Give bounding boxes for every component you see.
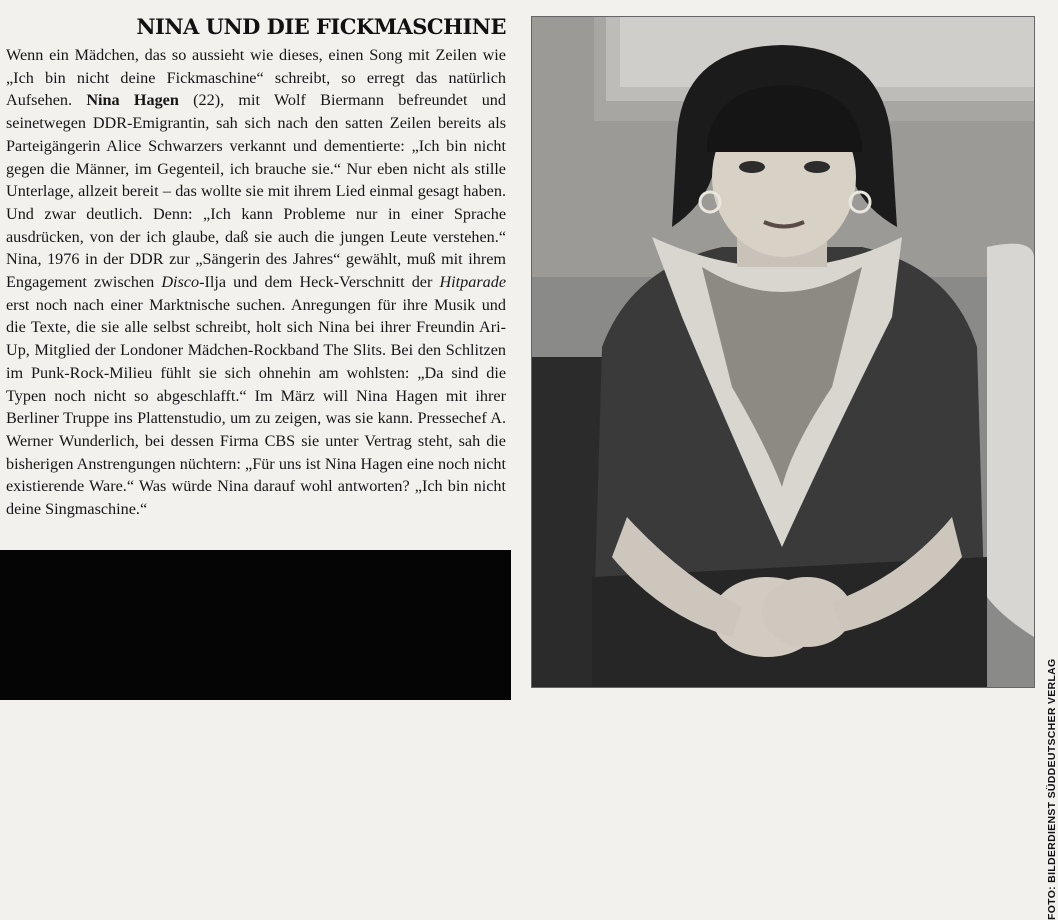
black-redaction-block xyxy=(0,550,511,700)
portrait-photo xyxy=(531,16,1035,688)
article-text-end: erst noch nach einer Marktnische suchen. Anregungen für ihre Musik und die Texte, die sie alle selbst schreibt, holt sich Nina bei ihrer Freundin Ari-Up, Mitglied der Londoner Mädchen-Rockband The Slits. Bei den Schlitzen im Punk-Rock-Milieu fühlt sie sich ohnehin am wohlsten: „Da sind die Typen noch nicht so abgeschlafft.“ Im März will Nina Hagen mit ihrer Berliner Truppe ins Plattenstudio, um zu zeigen, was sie kann. Pressechef A. Werner Wunderlich, bei dessen Firma CBS sie unter Vertrag steht, sah die bisherigen Anstrengungen nüchtern: „Für uns ist Nina Hagen eine noch nicht existierende Ware.“ Was würde Nina darauf wohl antworten? „Ich bin nicht deine Singmaschine.“ xyxy=(6,295,506,519)
portrait-illustration xyxy=(532,17,1034,687)
article-disco-italic: Disco xyxy=(161,273,200,292)
article-name-bold: Nina Hagen xyxy=(86,91,179,110)
headline: NINA UND DIE FICKMASCHINE xyxy=(136,14,506,39)
article-text-ilja: -Ilja und dem Heck-Verschnitt der xyxy=(199,273,433,292)
article-body xyxy=(6,44,506,521)
article-hitparade-italic: Hitparade xyxy=(439,273,507,292)
article-text-main: (22), mit Wolf Biermann befreundet und seinetwegen DDR-Emigrantin, sah sich nach den satten Zeilen bereits als Parteigängerin Alice Schwarzers verkannt und dementierte: „Ich bin nicht gegen die Männer, im Gegenteil, ich brauche sie.“ Nur eben nicht als stille Unterlage, allzeit bereit – das wollte sie mit ihrem Lied einmal gesagt haben. Und zwar deutlich. Denn: „Ich kann Probleme nur in einer Sprache ausdrücken, von der ich glaube, daß sie auch die jungen Leute verstehen.“ Nina, 1976 in der DDR zur „Sängerin des Jahres“ gewählt, muß mit ihrem Engagement zwischen xyxy=(6,91,506,292)
photo-credit: FOTO: BILDERDIENST SÜDDEUTSCHER VERLAG xyxy=(1046,658,1058,920)
article-paragraph xyxy=(6,44,506,521)
article-text-intro: Wenn ein Mädchen, das so aussieht wie dieses, einen Song mit Zeilen wie „Ich bin nicht deine Fickmaschine“ schreibt, so erregt das natürlich Aufsehen. xyxy=(6,46,506,110)
